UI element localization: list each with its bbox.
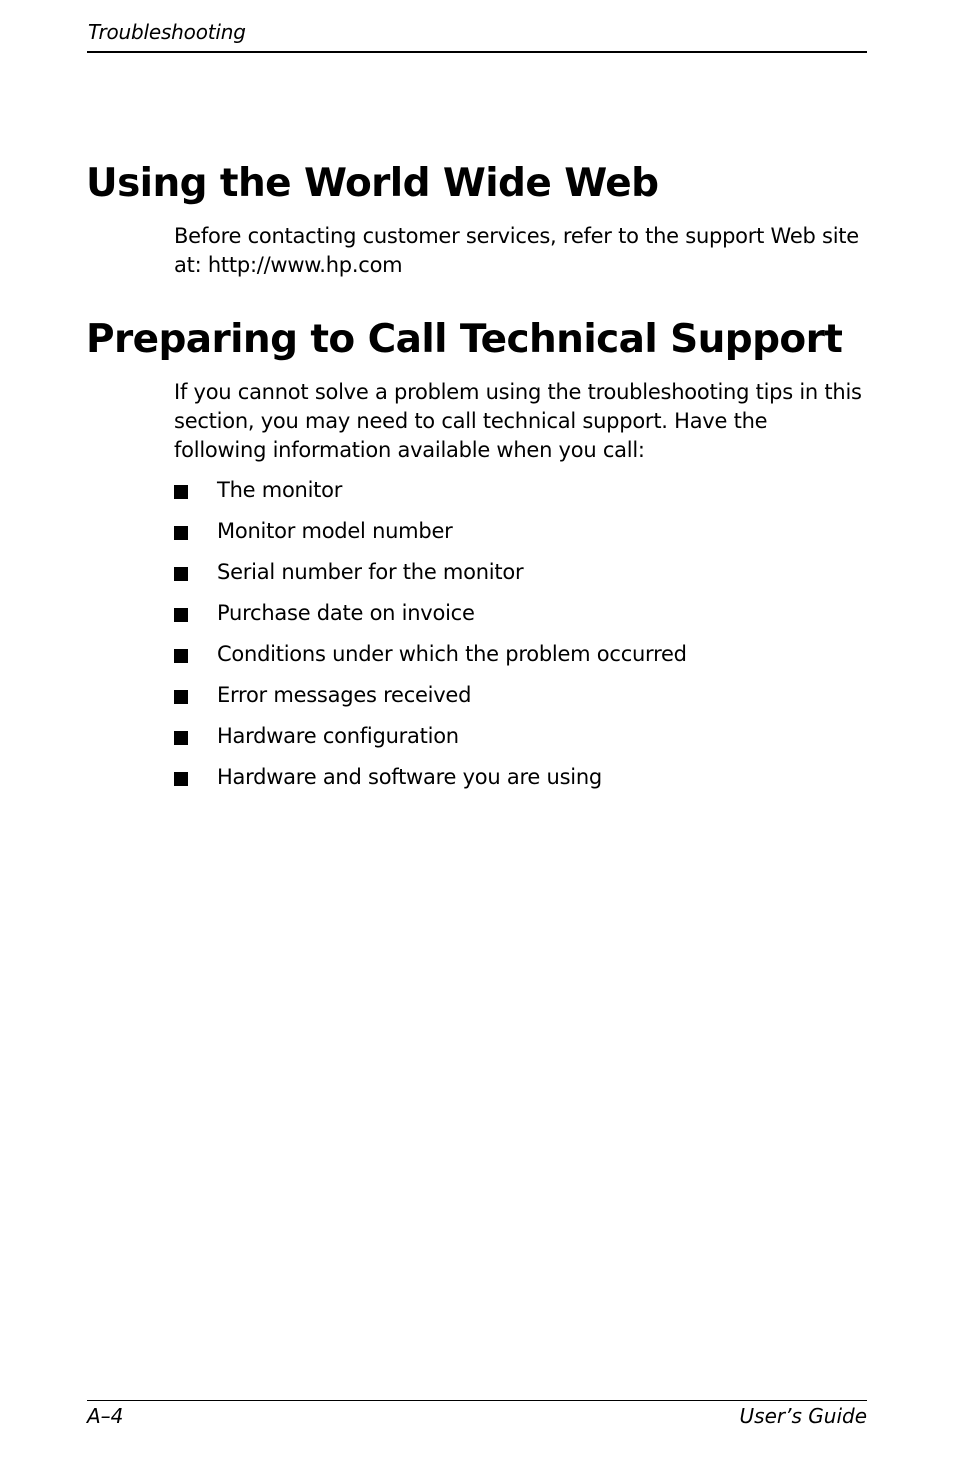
square-bullet-icon (174, 608, 188, 622)
list-item-text: Conditions under which the problem occurred (217, 642, 687, 666)
list-item-text: Hardware and software you are using (217, 765, 602, 789)
square-bullet-icon (174, 731, 188, 745)
guide-title: User’s Guide (739, 1404, 867, 1428)
page-header (87, 18, 867, 53)
page-footer (87, 1400, 867, 1428)
list-item-text: Monitor model number (217, 519, 453, 543)
heading-world-wide-web: Using the World Wide Web (86, 161, 659, 206)
list-item-text: Error messages received (217, 683, 472, 707)
square-bullet-icon (174, 567, 188, 581)
square-bullet-icon (174, 485, 188, 499)
running-header-title: Troubleshooting (88, 20, 246, 44)
list-item-text: Hardware configuration (217, 724, 459, 748)
heading-technical-support: Preparing to Call Technical Support (86, 317, 843, 362)
list-item-text: Purchase date on invoice (217, 601, 475, 625)
square-bullet-icon (174, 690, 188, 704)
square-bullet-icon (174, 649, 188, 663)
paragraph-technical-support: If you cannot solve a problem using the troubleshooting tips in this section, you may need to call technical support. Have the following information available when you call: (174, 380, 862, 462)
paragraph-world-wide-web: Before contacting customer services, refer to the support Web site at: http://www.hp.com (174, 224, 859, 277)
page-number: A–4 (87, 1404, 124, 1428)
list-item-text: Serial number for the monitor (217, 560, 524, 584)
square-bullet-icon (174, 772, 188, 786)
list-item-text: The monitor (217, 478, 343, 502)
square-bullet-icon (174, 526, 188, 540)
